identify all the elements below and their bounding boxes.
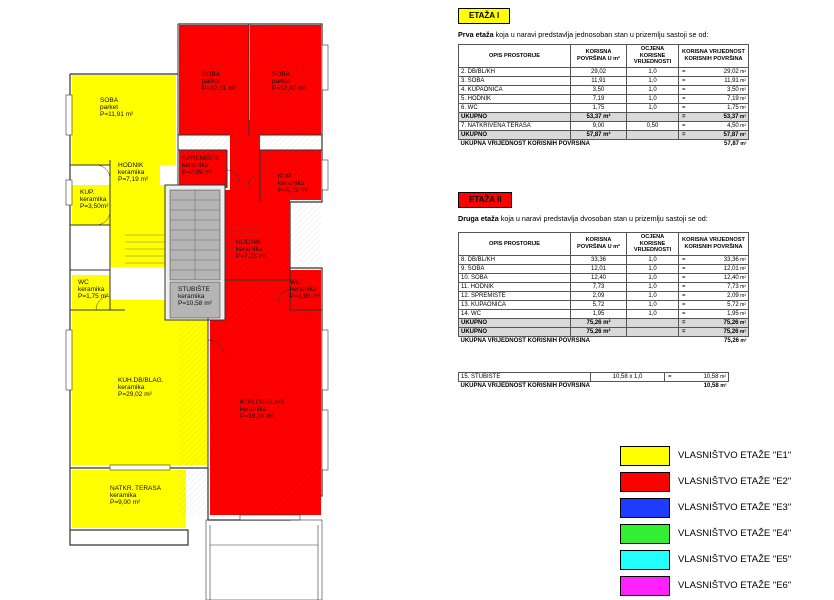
table-cell: 12,01 m² (689, 264, 749, 273)
table-cell: = (679, 76, 689, 85)
table-cell: = (679, 327, 689, 336)
table-cell: = (679, 282, 689, 291)
legend-swatch (620, 550, 670, 570)
table-cell: 0,50 (627, 121, 679, 130)
table-cell: 33,36 m² (689, 255, 749, 264)
room-label-spremiste-e2: SPREMIŠTE keramika P=2,09 m² (182, 155, 220, 176)
table-cell: 12. SPREMIŠTE (459, 291, 571, 300)
table-cell (627, 327, 679, 336)
table-header: KORISNA VRIJEDNOST KORISNIH POVRŠINA (679, 45, 749, 68)
table-row (459, 282, 749, 291)
room-label-soba1-e2: SOBA parket P=12,01 m² (202, 71, 236, 92)
table-row (459, 309, 749, 318)
table-row (459, 130, 749, 139)
table-cell: 7,73 (571, 282, 627, 291)
room-label-stubiste: STUBIŠTE keramika P=10,58 m² (178, 286, 212, 307)
table-cell: 1,0 (627, 282, 679, 291)
legend-label: VLASNIŠTVO ETAŽE "E2" (678, 476, 792, 487)
balcony (206, 520, 322, 600)
table-cell: UKUPNA VRIJEDNOST KORISNIH POVRŠINA (460, 337, 590, 344)
table-row (459, 255, 749, 264)
room-label-kuh-e2: KUH.DB/BLAG. keramika P=33,36 m² (240, 399, 286, 420)
legend-label: VLASNIŠTVO ETAŽE "E3" (678, 502, 792, 513)
table-cell: 13. KUPAONICA (459, 300, 571, 309)
legend-swatch (620, 446, 670, 466)
table-cell: = (679, 112, 689, 121)
table-cell: 14. WC (459, 309, 571, 318)
legend-swatch (620, 472, 670, 492)
table-cell: 1,0 (627, 67, 679, 76)
table-header: KORISNA POVRŠINA U m² (571, 233, 627, 256)
table-cell (627, 318, 679, 327)
table-cell: 11,91 m² (689, 76, 749, 85)
table-cell (627, 112, 679, 121)
table-cell: 33,36 (571, 255, 627, 264)
legend-swatch (620, 576, 670, 596)
room-label-soba2-e2: SOBA parket P=12,40 m² (272, 71, 306, 92)
table-header: OPIS PROSTORIJE (459, 45, 571, 68)
table-header: OCJENA KORISNE VRIJEDNOSTI (627, 45, 679, 68)
table-cell: 4,50 m² (689, 121, 749, 130)
table-cell: 57,87 m² (571, 130, 627, 139)
table-cell: = (679, 255, 689, 264)
table-cell: 1,75 m² (689, 103, 749, 112)
table-cell: 9. SOBA (459, 264, 571, 273)
room-label-kup-e2: KUP. keramika P=5,72 m² (278, 173, 309, 194)
room-label-hodnik-e2: HODNIK keramika P=7,73 m² (236, 239, 267, 260)
table-cell: = (679, 94, 689, 103)
room-label-hodnik-e1: HODNIK keramika P=7,19 m² (118, 162, 149, 183)
stubiste-total-row: UKUPNA VRIJEDNOST KORISNIH POVRŠINA 10,58 m² (460, 383, 727, 389)
stair-yellow-part (110, 185, 165, 267)
room-soba-e1 (72, 75, 176, 165)
table-row (459, 85, 749, 94)
table-cell: = (679, 291, 689, 300)
table-row (459, 112, 749, 121)
etaza2-table (458, 232, 749, 345)
table-row (459, 300, 749, 309)
table-cell: 1,95 (571, 309, 627, 318)
room-label-kuh-e1: KUH.DB/BLAG. keramika P=29,02 m² (118, 377, 164, 398)
table-row (459, 291, 749, 300)
stubiste-table (458, 372, 729, 390)
table-cell: 5. HODNIK (459, 94, 571, 103)
table-cell: 7. NATKRIVENA TERASA (459, 121, 571, 130)
table-cell: 2. DB/BL/KH (459, 67, 571, 76)
legend-item (620, 524, 834, 544)
table-total-row (459, 336, 749, 345)
table-cell: 57,87 m² (689, 130, 749, 139)
table-cell: 6. WC (459, 103, 571, 112)
table-cell: 9,00 (571, 121, 627, 130)
table-cell: 12,01 (571, 264, 627, 273)
table-cell: 75,26 m² (723, 337, 747, 344)
table-header: KORISNA POVRŠINA U m² (571, 45, 627, 68)
table-cell: 75,26 m² (571, 327, 627, 336)
table-cell: 53,37 m² (689, 112, 749, 121)
table-cell: = (679, 121, 689, 130)
legend-label: VLASNIŠTVO ETAŽE "E6" (678, 580, 792, 591)
etaza2-intro: Druga etaža koja u naravi predstavlja dvosoban stan u prizemlju sastoji se od: (458, 214, 708, 223)
table-cell (627, 130, 679, 139)
table-cell: 1,0 (627, 85, 679, 94)
legend-item (620, 550, 834, 570)
table-header: OPIS PROSTORIJE (459, 233, 571, 256)
table-row (459, 67, 749, 76)
table-cell: 29,02 (571, 67, 627, 76)
table-cell: 53,37 m² (571, 112, 627, 121)
table-cell: = (679, 273, 689, 282)
room-label-wc-e1: WC keramika P=1,75 m² (78, 279, 109, 300)
etaza2-badge: ETAŽA II (458, 192, 512, 208)
table-cell: 7,73 m² (689, 282, 749, 291)
legend-item (620, 576, 834, 596)
table-cell: 29,02 m² (689, 67, 749, 76)
table-cell: 3,50 (571, 85, 627, 94)
table-cell: 1,0 (627, 103, 679, 112)
table-cell: 1,0 (627, 309, 679, 318)
etaza1-intro: Prva etaža koja u naravi predstavlja jednosoban stan u prizemlju sastoji se od: (458, 30, 709, 39)
table-header: OCJENA KORISNE VRIJEDNOSTI (627, 233, 679, 256)
table-cell: 57,87 m² (723, 140, 747, 147)
table-row (459, 273, 749, 282)
table-cell: 8. DB/BL/KH (459, 255, 571, 264)
table-cell: = (679, 300, 689, 309)
table-cell: UKUPNO (459, 318, 571, 327)
table-cell: = (679, 309, 689, 318)
table-cell: 1,0 (627, 273, 679, 282)
table-cell: 1,0 (627, 264, 679, 273)
legend-label: VLASNIŠTVO ETAŽE "E4" (678, 528, 792, 539)
table-cell: 1,0 (627, 76, 679, 85)
table-cell: 3. SOBA (459, 76, 571, 85)
table-cell: 4. KUPAONICA (459, 85, 571, 94)
table-cell: 11,91 (571, 76, 627, 85)
table-cell: 5,72 (571, 300, 627, 309)
legend-label: VLASNIŠTVO ETAŽE "E5" (678, 554, 792, 565)
table-cell: 7,19 m² (689, 94, 749, 103)
table-cell: 2,09 (571, 291, 627, 300)
table-cell: 75,26 m² (689, 327, 749, 336)
legend-item (620, 498, 834, 518)
table-cell: 12,40 (571, 273, 627, 282)
legend-swatch (620, 498, 670, 518)
table-cell: = (679, 264, 689, 273)
table-cell: 2,09 m² (689, 291, 749, 300)
table-cell: 3,50 m² (689, 85, 749, 94)
room-label-soba-e1: SOBA parket P=11,91 m² (100, 97, 134, 118)
table-cell: 12,40 m² (689, 273, 749, 282)
table-cell: 1,0 (627, 255, 679, 264)
table-cell: = (679, 67, 689, 76)
table-cell: = (679, 130, 689, 139)
etaza1-table (458, 44, 749, 148)
table-cell: = (679, 318, 689, 327)
table-cell: 1,75 (571, 103, 627, 112)
legend-item (620, 446, 834, 466)
table-row (459, 327, 749, 336)
room-label-kup-e1: KUP. keramika P=3,50m² (80, 189, 109, 210)
stubiste-row: 15. STUBIŠTE 10,58 x 1,0 = 10,58 m² (459, 373, 729, 382)
table-cell: 75,26 m² (571, 318, 627, 327)
table-cell: UKUPNA VRIJEDNOST KORISNIH POVRŠINA (460, 140, 590, 147)
table-row (459, 264, 749, 273)
table-cell: = (679, 85, 689, 94)
room-label-terasa-e1: NATKR. TERASA keramika P=9,00 m² (110, 485, 162, 506)
etaza1-badge: ETAŽA I (458, 8, 510, 24)
table-header: KORISNA VRIJEDNOST KORISNIH POVRŠINA (679, 233, 749, 256)
table-cell: 1,0 (627, 94, 679, 103)
table-cell: 5,72 m² (689, 300, 749, 309)
table-row (459, 76, 749, 85)
table-cell: 11. HODNIK (459, 282, 571, 291)
table-cell: 7,19 (571, 94, 627, 103)
table-total-row (459, 139, 749, 148)
table-row (459, 103, 749, 112)
table-row (459, 94, 749, 103)
table-cell: = (679, 103, 689, 112)
table-cell: 75,26 m² (689, 318, 749, 327)
legend-item (620, 472, 834, 492)
table-row (459, 121, 749, 130)
table-cell: 1,0 (627, 300, 679, 309)
table-cell: 1,0 (627, 291, 679, 300)
table-cell: UKUPNO (459, 327, 571, 336)
room-label-wc-e2: WC keramika P=1,95 m² (290, 279, 321, 300)
legend-swatch (620, 524, 670, 544)
table-cell: UKUPNO (459, 130, 571, 139)
table-cell: 1,95 m² (689, 309, 749, 318)
table-cell: 10. SOBA (459, 273, 571, 282)
table-cell: UKUPNO (459, 112, 571, 121)
table-row (459, 318, 749, 327)
legend-label: VLASNIŠTVO ETAŽE "E1" (678, 450, 792, 461)
